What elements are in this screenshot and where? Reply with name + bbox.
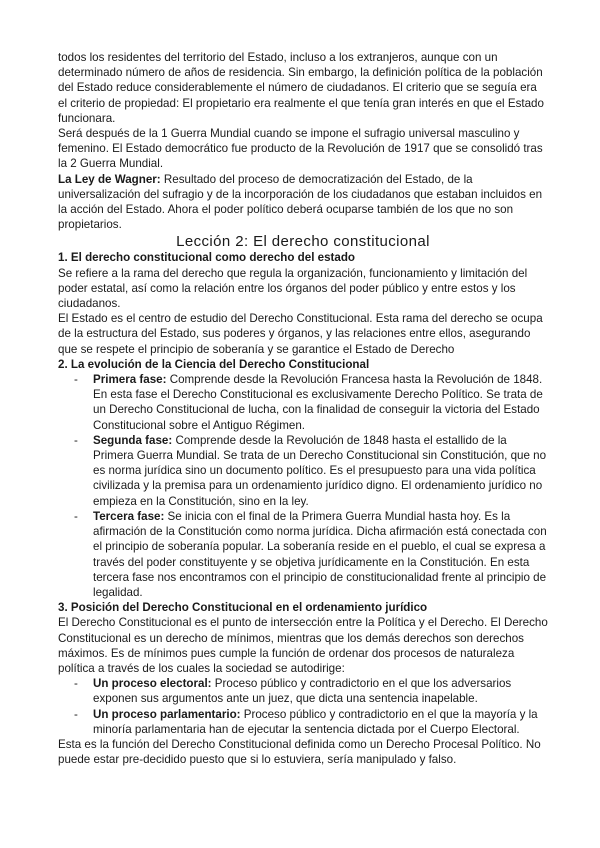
section-3-heading: 3. Posición del Derecho Constitucional en el ordenamiento jurídico bbox=[58, 601, 428, 615]
wagner-label: La Ley de Wagner: bbox=[58, 172, 161, 186]
phase-text: Se inicia con el final de la Primera Guerra Mundial hasta hoy. Es la afirmación de la Constitución como norma jurídica. Dicha afirmación está conectada con el principio de soberanía popular. La soberanía reside en el pueblo, el cual se expresa a través del poder constituyente y se objetiva jurídicamente en la Constitución. En esta tercera fase nos encontramos con el principio de constitucionalidad frente al principio de legalidad. bbox=[93, 509, 547, 599]
suffrage-paragraph: Será después de la 1 Guerra Mundial cuando se impone el sufragio universal masculino y femenino. El Estado democrático fue producto de la Revolución de 1917 que se consolidó tras la 2 Guerra Mundial. bbox=[58, 127, 543, 171]
process-text: Proceso público y contradictorio en el que los adversarios exponen sus argumentos ante un juez, que dicta una sentencia inapelable. bbox=[93, 677, 512, 706]
list-item bbox=[58, 372, 548, 433]
list-item bbox=[58, 509, 548, 600]
section-1-heading: 1. El derecho constitucional como derecho del estado bbox=[58, 251, 355, 265]
section-3-paragraph-2: Esta es la función del Derecho Constitucional definida como un Derecho Procesal Político. No puede estar pre-decidido puesto que si lo estuviera, sería manipulado y falso. bbox=[58, 737, 541, 767]
list-item bbox=[58, 707, 548, 737]
dash-bullet: - bbox=[74, 373, 78, 387]
processes-list bbox=[58, 676, 548, 737]
wagner-text: Resultado del proceso de democratización del Estado, de la universalización del sufragio y de la incorporación de los ciudadanos que estaban incluidos en la acción del Estado. Ahora el poder político deberá ocuparse también de los que no son propietarios. bbox=[58, 172, 543, 232]
process-label: Un proceso parlamentario: bbox=[93, 707, 241, 721]
section-1-paragraph-1: Se refiere a la rama del derecho que regula la organización, funcionamiento y limitación del poder estatal, así como la relación entre los órganos del poder público y entre estos y los ciudadanos. bbox=[58, 266, 528, 311]
phase-label: Primera fase: bbox=[93, 373, 167, 387]
dash-bullet: - bbox=[74, 677, 78, 691]
list-item bbox=[58, 433, 548, 509]
lesson-title: Lección 2: El derecho constitucional bbox=[176, 233, 430, 251]
phases-list bbox=[58, 372, 548, 600]
list-item bbox=[58, 676, 548, 706]
dash-bullet: - bbox=[74, 433, 78, 447]
dash-bullet: - bbox=[74, 707, 78, 721]
section-3-paragraph-1: El Derecho Constitucional es el punto de intersección entre la Política y el Derecho. El Derecho Constitucional es un derecho de mínimos, mientras que los demás derechos son derechos máximos. Es de mínimos pues cumple la función de ordenar dos procesos de naturaleza política a través de los cuales la sociedad se autodirige: bbox=[58, 616, 548, 675]
wagner-paragraph bbox=[58, 172, 548, 233]
dash-bullet: - bbox=[74, 509, 78, 523]
section-2-heading: 2. La evolución de la Ciencia del Derecho Constitucional bbox=[58, 357, 370, 371]
section-1-paragraph-2: El Estado es el centro de estudio del Derecho Constitucional. Esta rama del derecho se ocupa de la estructura del Estado, sus poderes y órganos, y las relaciones entre ellos, asegurando que se respete el principio de soberanía y se garantice el Estado de Derecho bbox=[58, 312, 543, 356]
phase-label: Tercera fase: bbox=[93, 509, 165, 523]
intro-paragraph: todos los residentes del territorio del Estado, incluso a los extranjeros, aunque con un determinado número de años de residencia. Sin embargo, la definición política de la población del Estado reduce considerablemente el número de ciudadanos. El criterio que se seguía era el criterio de propiedad: El propietario era realmente el que tenía gran interés en que el Estado funcionara. bbox=[58, 51, 544, 125]
process-text: Proceso público y contradictorio en el que la mayoría y la minoría parlamentaria han de ejecutar la sentencia dictada por el Cuerpo Electoral. bbox=[93, 707, 538, 736]
phase-text: Comprende desde la Revolución de 1848 hasta el estallido de la Primera Guerra Mundial. Se trata de un Derecho Constitucional sin Constitución, que no es norma jurídica sino un documento político. Es el presupuesto para una vida política civilizada y la premisa para un ordenamiento jurídico digno. El ordenamiento jurídico no empieza en la Constitución, sino en la ley. bbox=[93, 433, 547, 508]
phase-text: Comprende desde la Revolución Francesa hasta la Revolución de 1848. En esta fase el Derecho Constitucional es exclusivamente Derecho Político. Se trata de un Derecho Constitucional de lucha, con la finalidad de conseguir la victoria del Estado Constitucional sobre el Antiguo Régimen. bbox=[93, 373, 543, 432]
process-label: Un proceso electoral: bbox=[93, 677, 212, 691]
phase-label: Segunda fase: bbox=[93, 433, 173, 447]
document-body bbox=[58, 50, 548, 767]
